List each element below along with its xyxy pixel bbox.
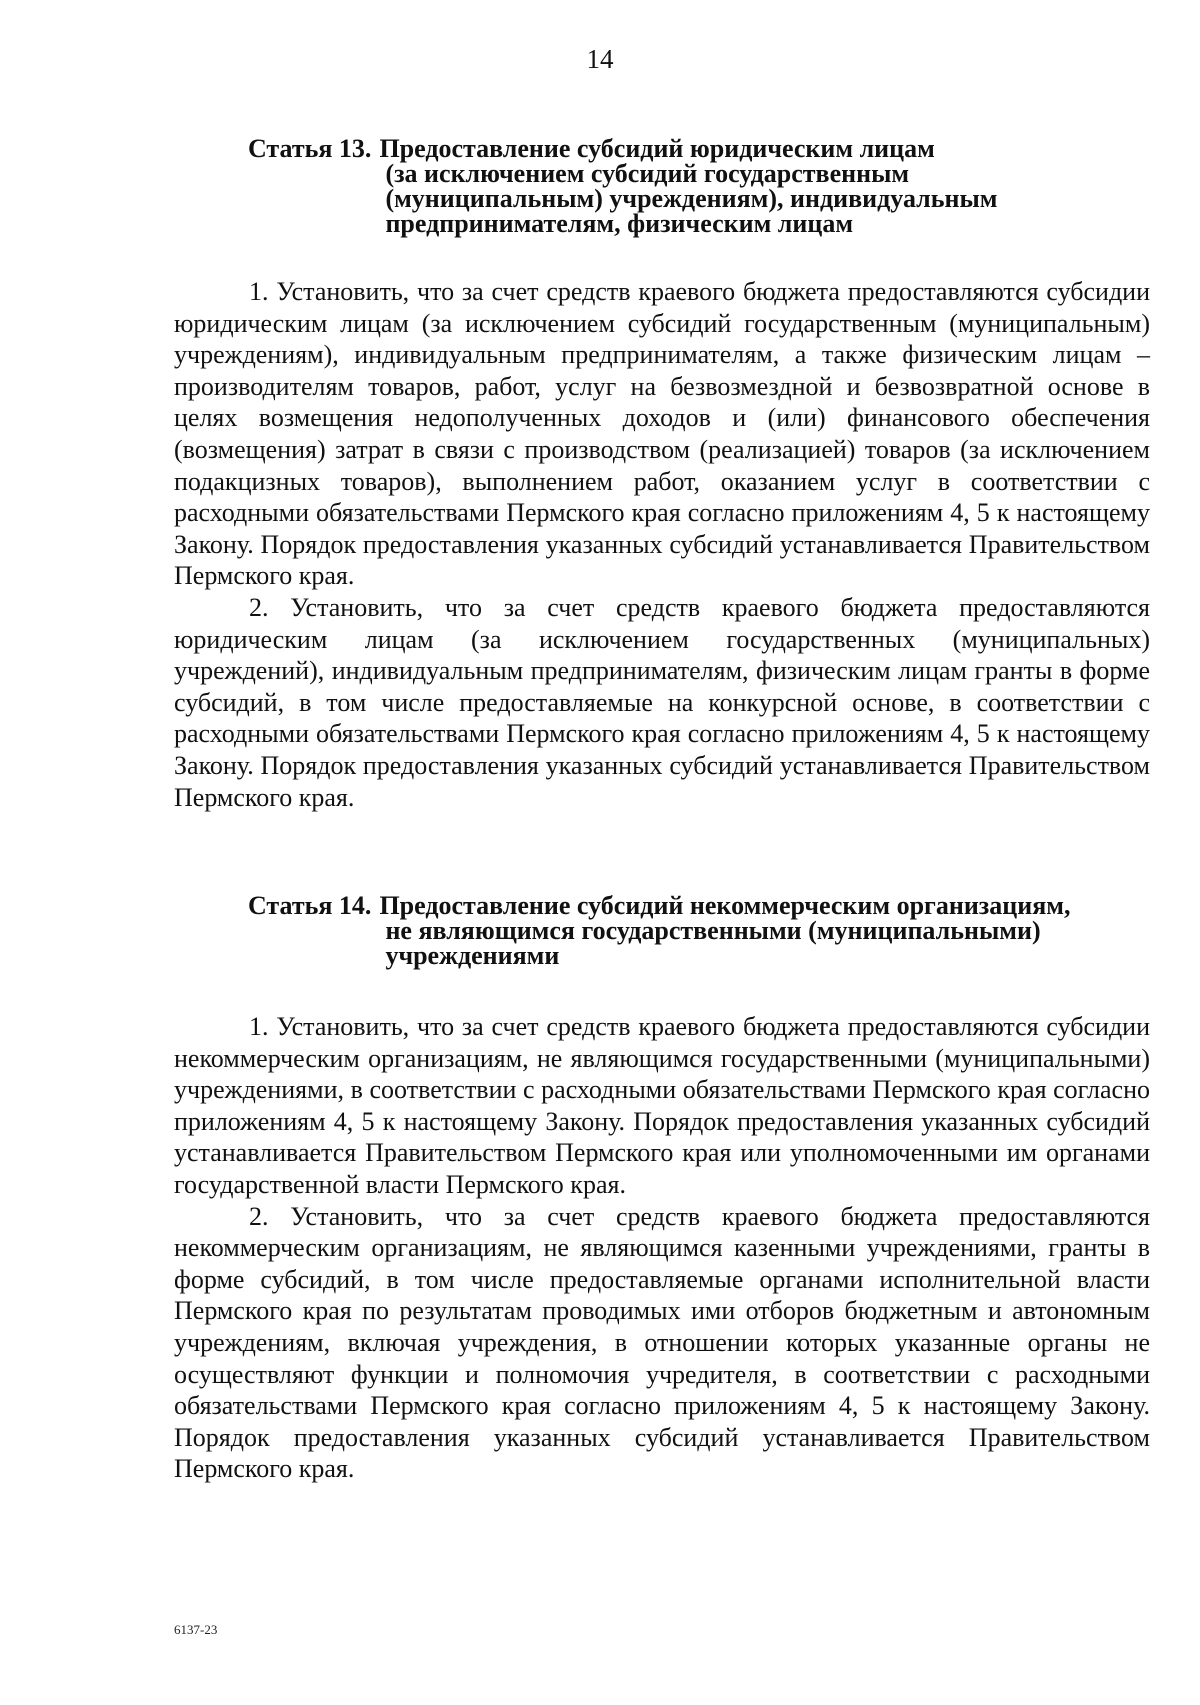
- article-title-line: не являющимся государственными (муниципальными): [385, 916, 1041, 945]
- article-14: [174, 893, 1150, 1485]
- document-code: 6137-23: [174, 1622, 218, 1637]
- article-title: [379, 136, 1150, 236]
- article-title-line: учреждениями: [385, 941, 560, 970]
- article-number: Статья 13.: [248, 134, 372, 163]
- article-heading: [248, 893, 1150, 968]
- paragraph: 2. Установить, что за счет средств краевого бюджета предоставляются некоммерческим организациям, не являющимся казенными учреждениями, гранты в форме субсидий, в том числе предоставляемые органами исполнительной власти Пермского края по результатам проводимых ими отборов бюджетным и автономным учреждениям, включая учреждения, в отношении которых указанные органы не осуществляют функции и полномочия учредителя, в соответствии с расходными обязательствами Пермского края согласно приложениям 4, 5 к настоящему Закону. Порядок предоставления указанных субсидий устанавливается Правительством Пермского края.: [174, 1201, 1150, 1484]
- article-title-line: (муниципальным) учреждениям), индивидуальным: [385, 184, 998, 213]
- article-number: Статья 14.: [248, 891, 372, 920]
- article-title-line: предпринимателям, физическим лицам: [385, 209, 854, 238]
- article-title-line: Предоставление субсидий юридическим лицам: [379, 134, 935, 163]
- paragraph: 1. Установить, что за счет средств краевого бюджета предоставляются субсидии юридическим лицам (за исключением субсидий государственным (муниципальным) учреждениям), индивидуальным предпринимателям, а также физическим лицам – производителям товаров, работ, услуг на безвозмездной и безвозвратной основе в целях возмещения недополученных доходов и (или) финансового обеспечения (возмещения) затрат в связи с производством (реализацией) товаров (за исключением подакцизных товаров), выполнением работ, оказанием услуг в соответствии с расходными обязательствами Пермского края согласно приложениям 4, 5 к настоящему Закону. Порядок предоставления указанных субсидий устанавливается Правительством Пермского края.: [174, 277, 1150, 591]
- article-title-line: (за исключением субсидий государственным: [385, 159, 910, 188]
- article-title-line: Предоставление субсидий некоммерческим организациям,: [379, 891, 1071, 920]
- page-number: 14: [586, 44, 614, 74]
- paragraph: 1. Установить, что за счет средств краевого бюджета предоставляются субсидии некоммерческим организациям, не являющимся государственными (муниципальными) учреждениями, в соответствии с расходными обязательствами Пермского края согласно приложениям 4, 5 к настоящему Закону. Порядок предоставления указанных субсидий устанавливается Правительством Пермского края или уполномоченными им органами государственной власти Пермского края.: [174, 1012, 1150, 1199]
- article-13: [174, 136, 1150, 813]
- paragraph: 2. Установить, что за счет средств краевого бюджета предоставляются юридическим лицам (за исключением государственных (муниципальных) учреждений), индивидуальным предпринимателям, физическим лицам гранты в форме субсидий, в том числе предоставляемые на конкурсной основе, в соответствии с расходными обязательствами Пермского края согласно приложениям 4, 5 к настоящему Закону. Порядок предоставления указанных субсидий устанавливается Правительством Пермского края.: [174, 592, 1150, 812]
- article-title: [379, 893, 1150, 968]
- article-heading: [248, 136, 1150, 236]
